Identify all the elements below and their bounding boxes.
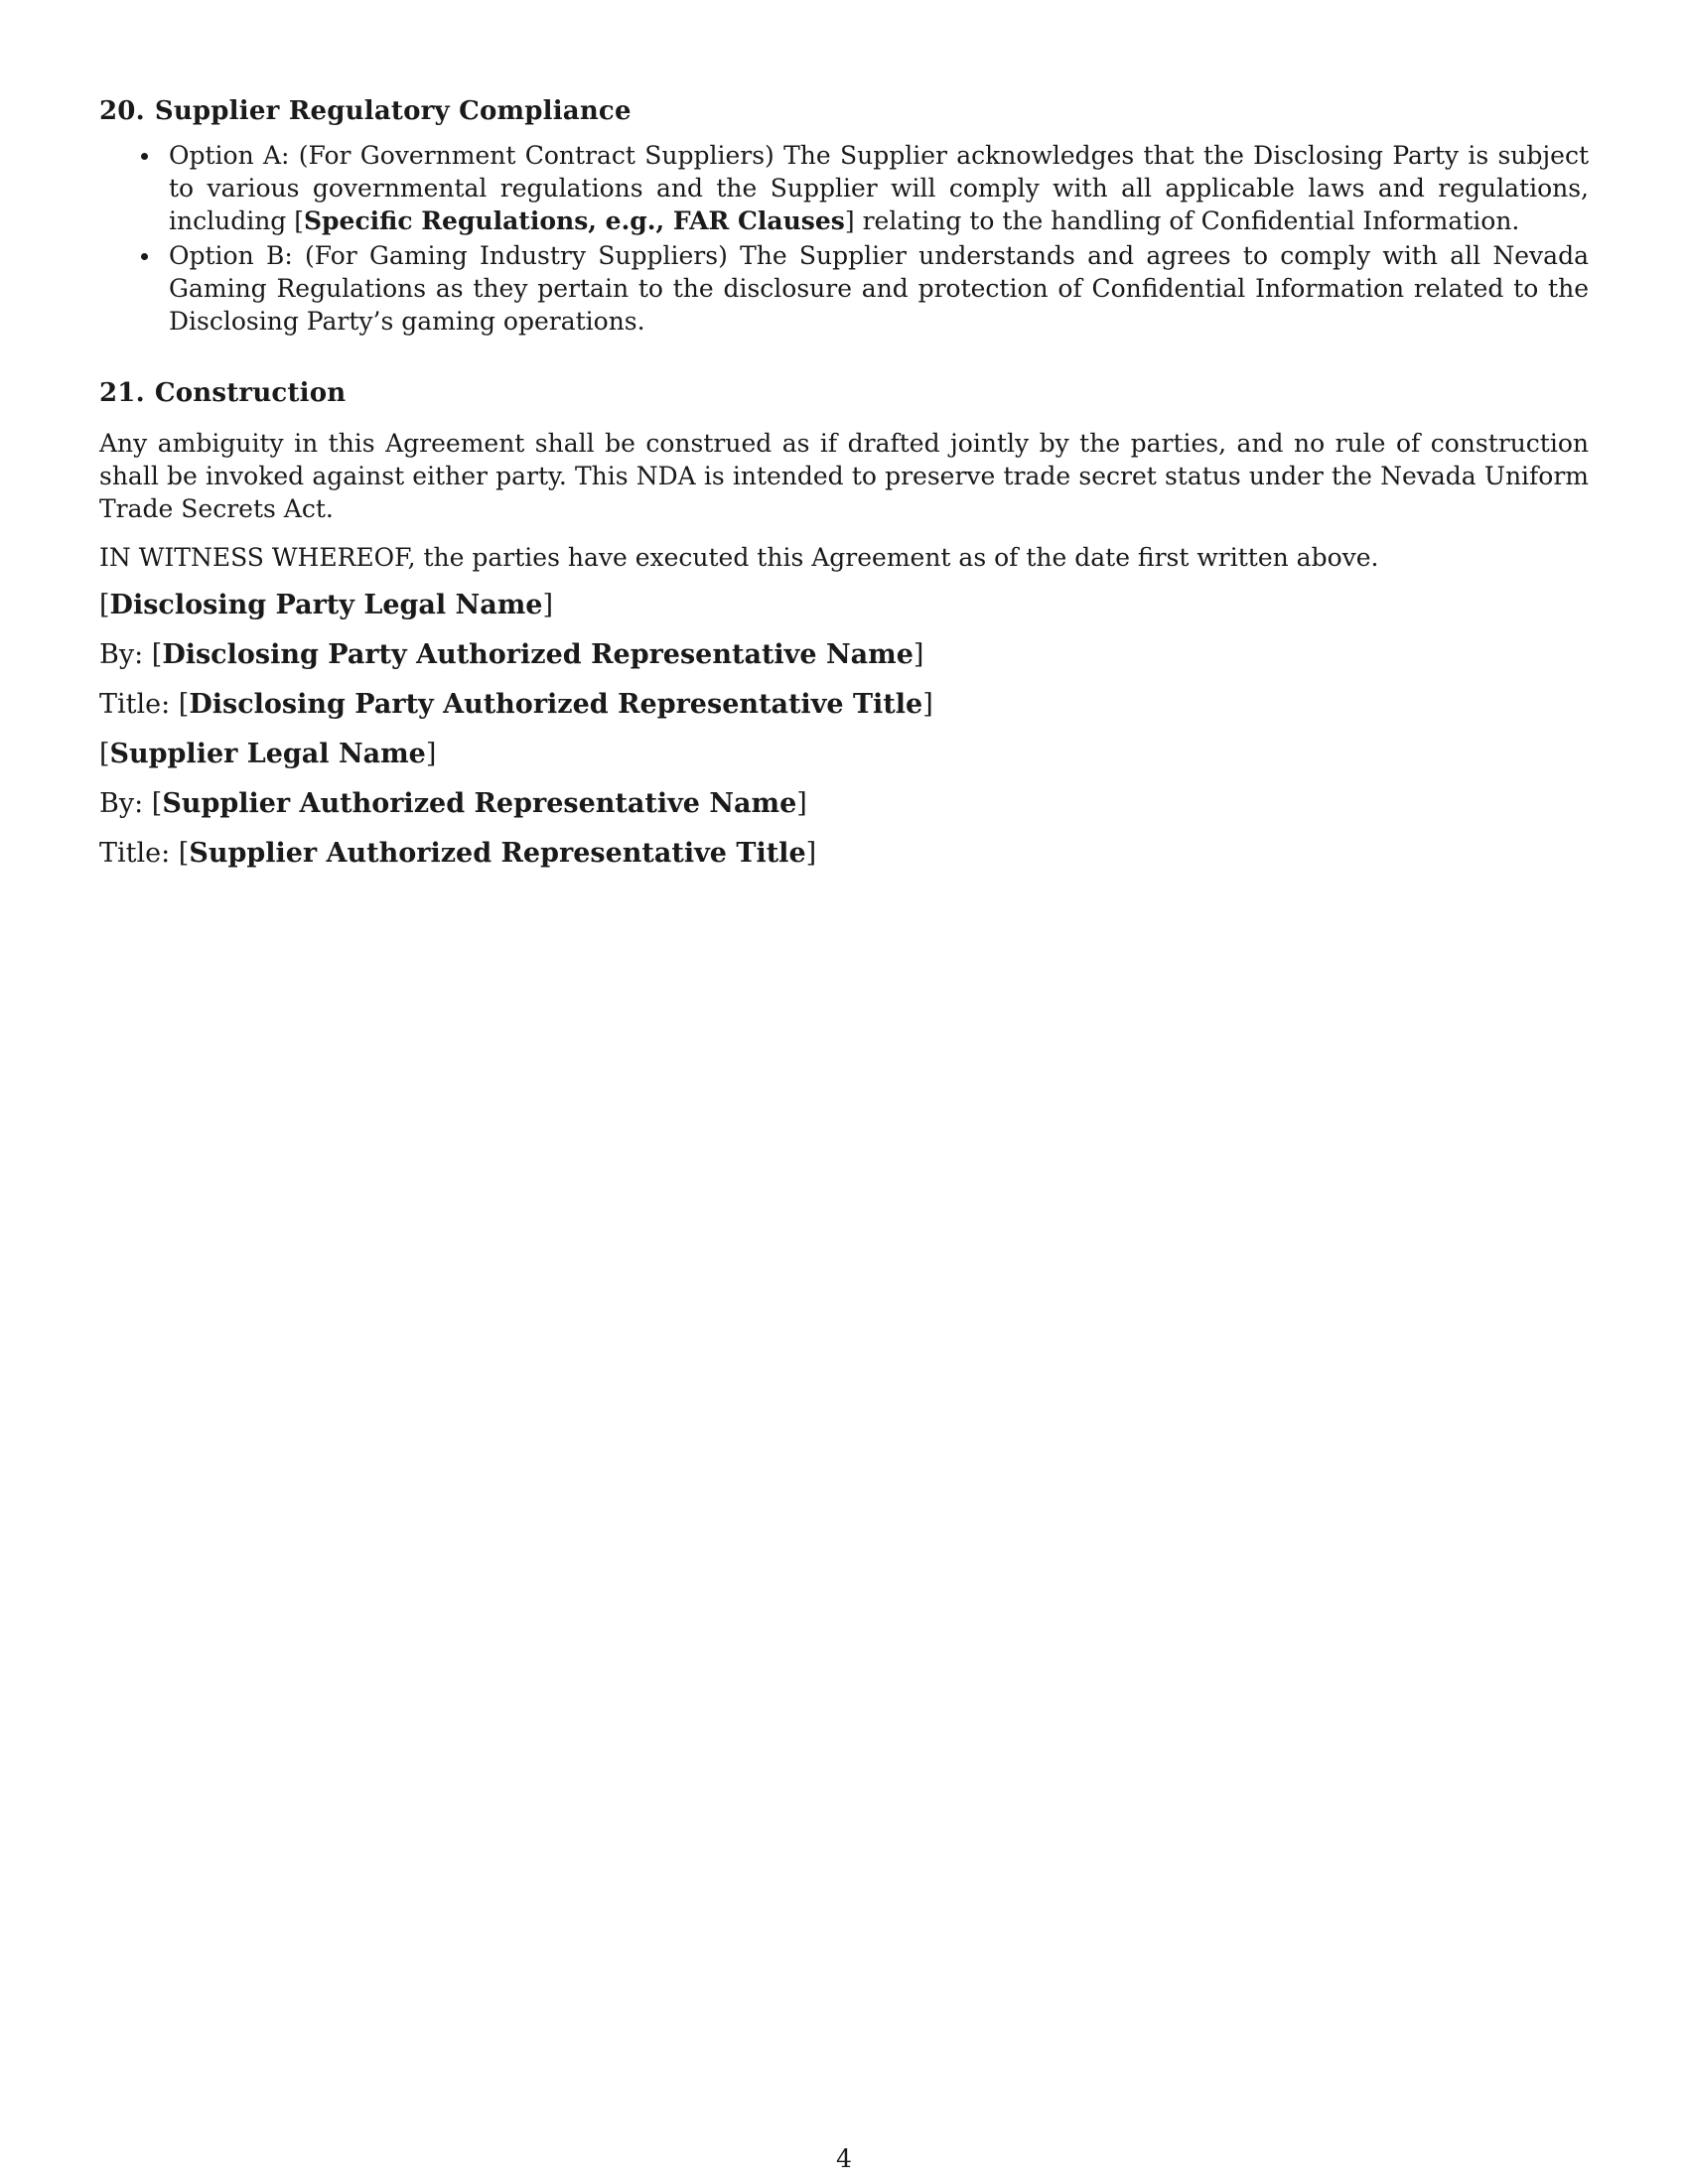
section-20-options-list	[99, 139, 1589, 338]
construction-paragraph: Any ambiguity in this Agreement shall be construed as if drafted jointly by the parties, and no rule of construction shall be invoked against either party. This NDA is intended to preserve trade secret status under the Nevada Uniform Trade Secrets Act.	[99, 429, 1589, 523]
supplier-rep-name-placeholder: Supplier Authorized Representative Name	[162, 788, 797, 819]
option-b-text: Option B: (For Gaming Industry Suppliers) The Supplier understands and agrees to comply with all Nevada Gaming Regulations as they pertain to the disclosure and protection of Confidential Information related to the Disclosing Party’s gaming operations.	[169, 241, 1589, 336]
section-21-title: Construction	[154, 378, 347, 408]
sig-prefix: By: [	[99, 788, 163, 819]
section-21-heading	[99, 377, 1589, 409]
sig-prefix: [	[99, 739, 110, 769]
disclosing-party-title-line	[99, 687, 1589, 723]
sig-suffix: ]	[913, 639, 924, 670]
disclosing-party-name-placeholder: Disclosing Party Legal Name	[109, 590, 543, 620]
sig-prefix: [	[99, 590, 110, 620]
section-20-title: Supplier Regulatory Compliance	[154, 96, 632, 126]
supplier-name-placeholder: Supplier Legal Name	[109, 739, 426, 769]
section-20-number: 20.	[99, 96, 145, 126]
disclosing-party-rep-title-placeholder: Disclosing Party Authorized Representative Title	[189, 689, 923, 720]
sig-suffix: ]	[542, 590, 554, 620]
sig-suffix: ]	[805, 838, 817, 869]
option-a-placeholder: Specific Regulations, e.g., FAR Clauses	[304, 206, 845, 235]
option-a-text-after: ] relating to the handling of Confidential Information.	[844, 206, 1520, 235]
sig-suffix: ]	[796, 788, 807, 819]
bullet-icon	[141, 153, 148, 160]
option-b-item	[99, 239, 1589, 338]
option-a-item	[99, 139, 1589, 237]
sig-suffix: ]	[425, 739, 437, 769]
supplier-by-line	[99, 786, 1589, 822]
sig-suffix: ]	[922, 689, 933, 720]
sig-prefix: By: [	[99, 639, 163, 670]
sig-prefix: Title: [	[99, 838, 190, 869]
supplier-title-line	[99, 836, 1589, 872]
witness-statement: IN WITNESS WHEREOF, the parties have executed this Agreement as of the date first written above.	[99, 543, 1379, 572]
disclosing-party-rep-name-placeholder: Disclosing Party Authorized Representative Name	[162, 639, 914, 670]
supplier-name-line	[99, 737, 1589, 772]
disclosing-party-name-line	[99, 588, 1589, 623]
option-a-text-before: Option A: (For Government Contract Suppliers) The Supplier acknowledges that the Disclosing Party is subject to various governmental regulations and the Supplier will comply with all applicable laws and regulations, including [	[169, 141, 1589, 235]
disclosing-party-by-line	[99, 637, 1589, 673]
section-20-heading	[99, 95, 1589, 127]
document-page	[99, 95, 1589, 886]
bullet-icon	[141, 253, 148, 260]
sig-prefix: Title: [	[99, 689, 190, 720]
supplier-rep-title-placeholder: Supplier Authorized Representative Title	[189, 838, 806, 869]
signature-block	[99, 588, 1589, 872]
page-number: 4	[836, 2144, 852, 2173]
section-21-number: 21.	[99, 378, 145, 408]
